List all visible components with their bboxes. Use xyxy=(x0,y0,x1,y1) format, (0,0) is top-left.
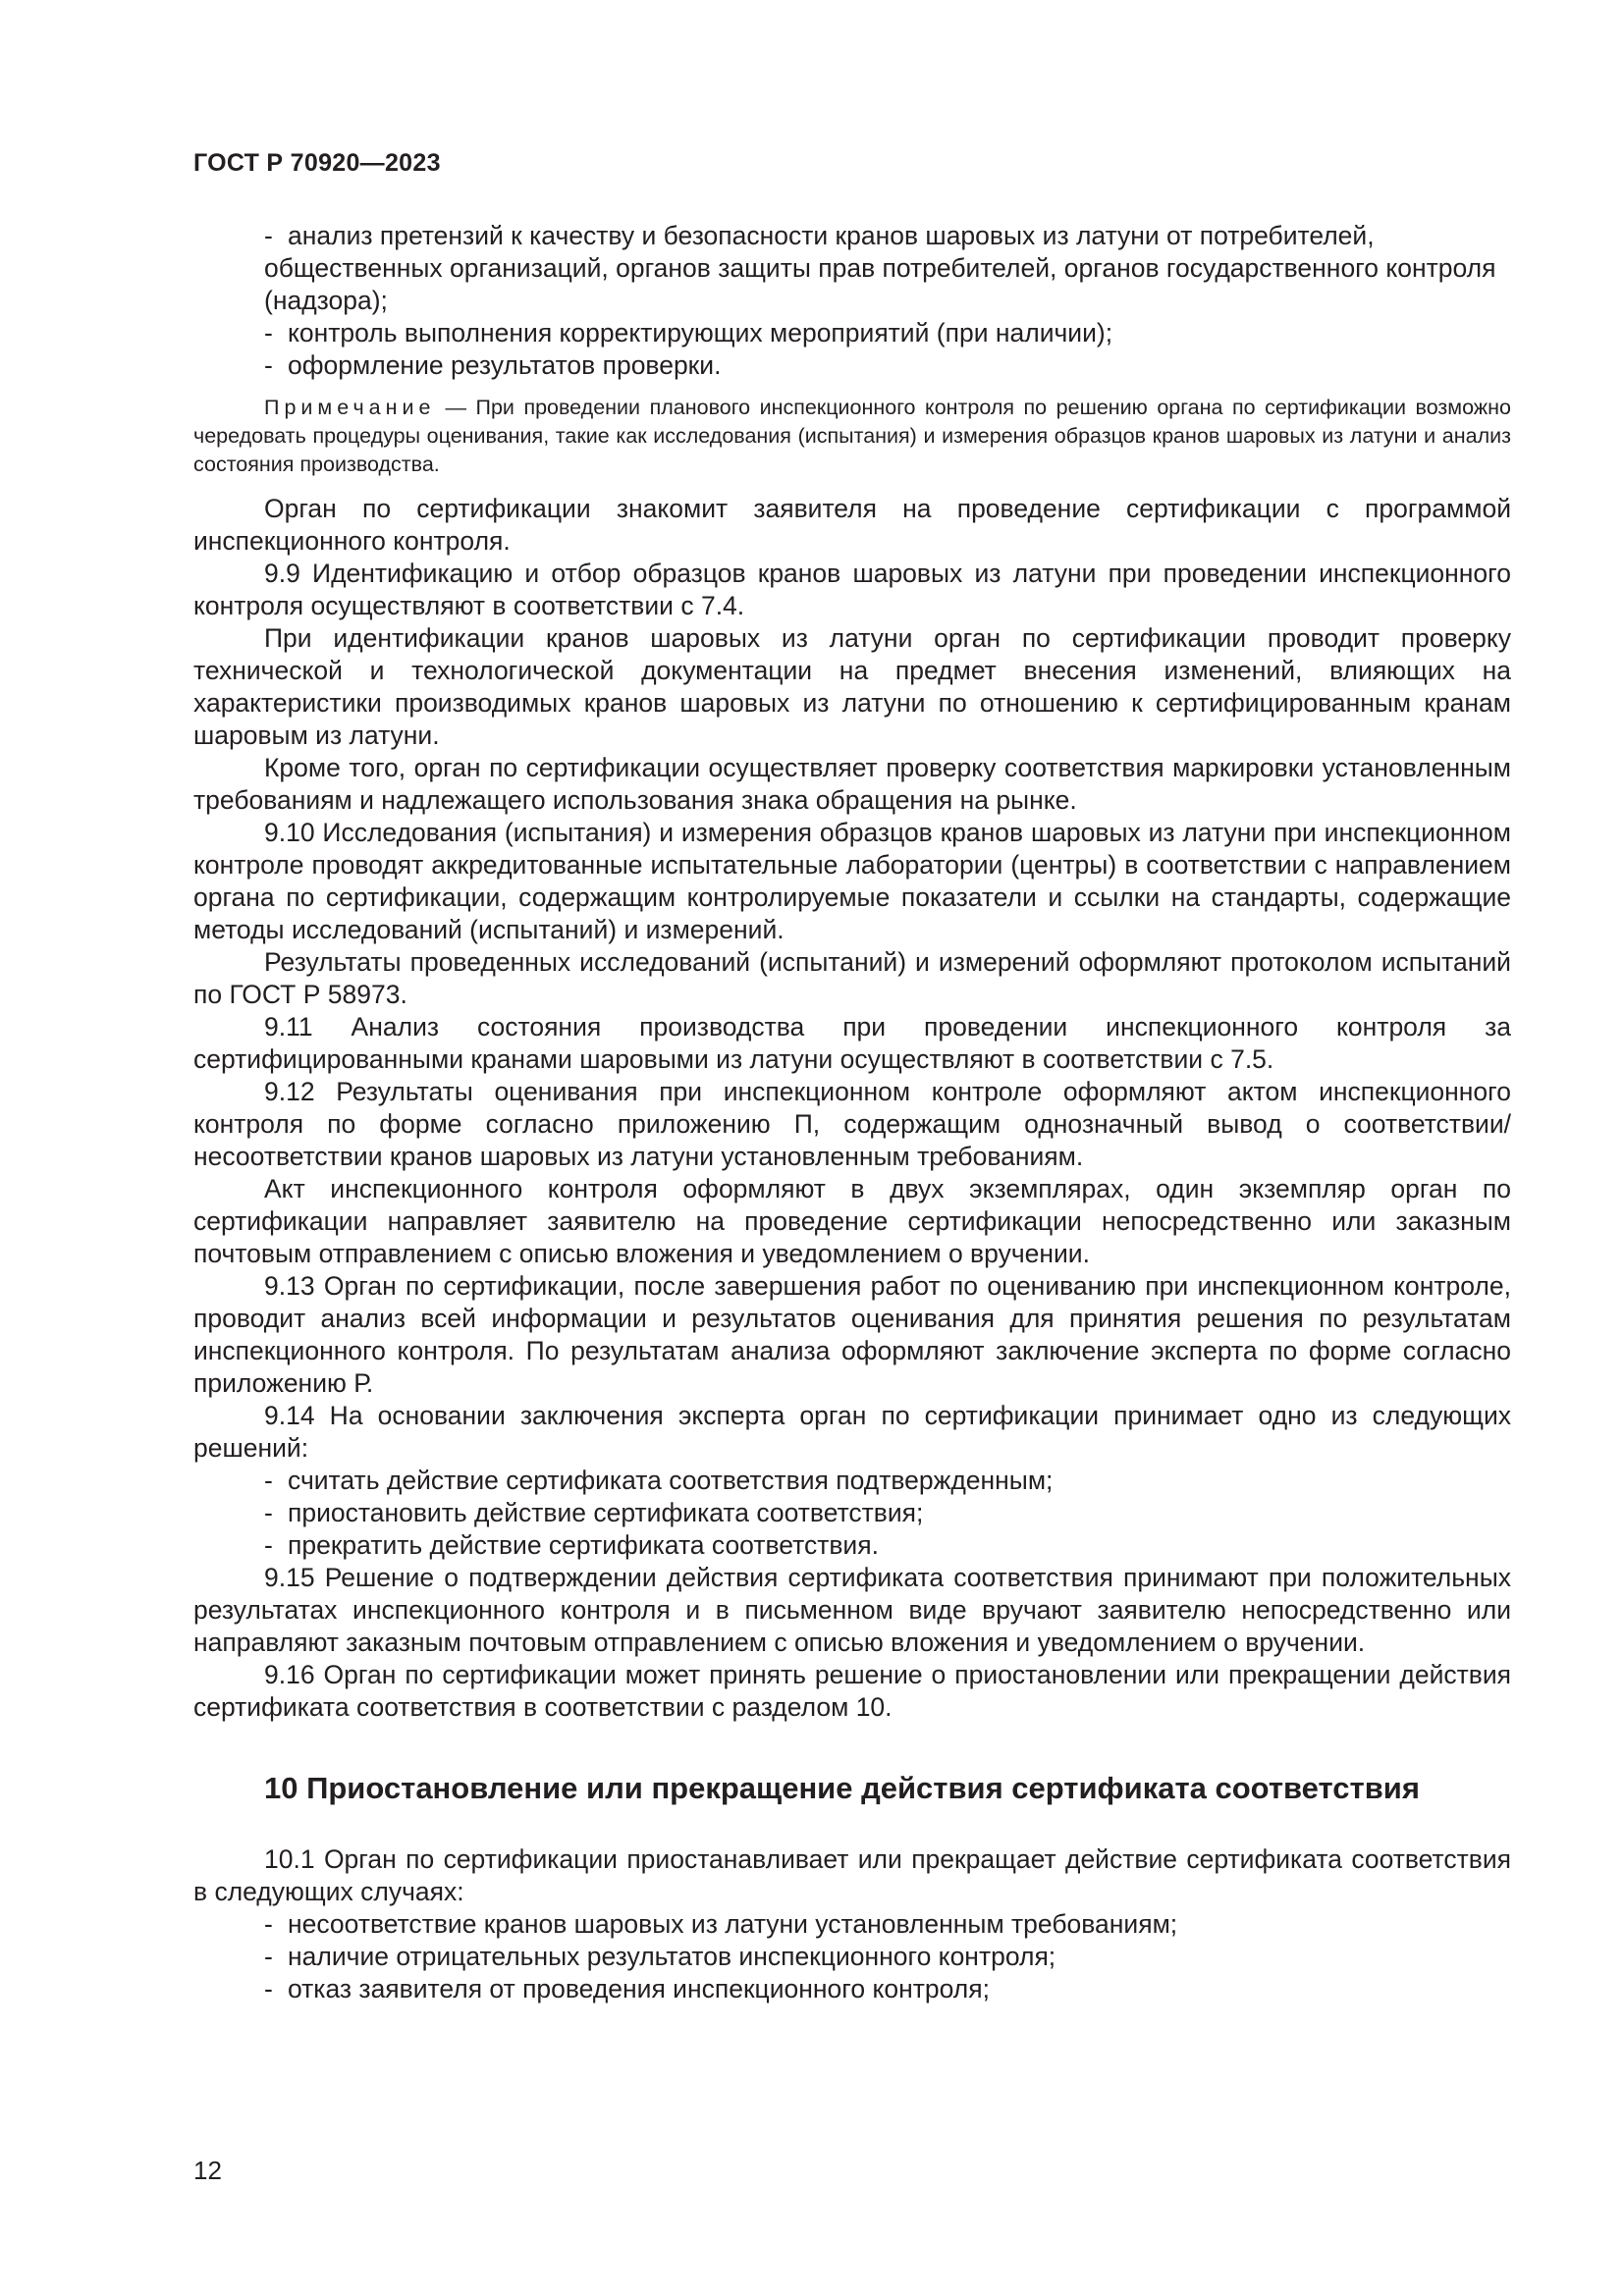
paragraph: Кроме того, орган по сертификации осуществляет проверку соответствия маркировки установленным требованиям и надлежащего использования знака обращения на рынке. xyxy=(193,753,1511,815)
list-dash-marker: - xyxy=(264,350,273,380)
paragraph: 9.13 Орган по сертификации, после завершения работ по оцениванию при инспекционном контроле, проводит анализ всей информации и результатов оценивания для принятия решения по результатам инспекционного контроля. По результатам анализа оформляют заключение эксперта по форме согласно приложению Р. xyxy=(193,1271,1511,1398)
list-item-text: приостановить действие сертификата соответствия; xyxy=(288,1498,924,1527)
list-item xyxy=(193,317,1511,349)
paragraph: 9.11 Анализ состояния производства при проведении инспекционного контроля за сертифицированными кранами шаровыми из латуни осуществляют в соответствии с 7.5. xyxy=(193,1012,1511,1074)
list-dash-marker: - xyxy=(264,1974,273,2003)
list-item-text: несоответствие кранов шаровых из латуни установленным требованиям; xyxy=(288,1909,1178,1939)
paragraph: Акт инспекционного контроля оформляют в двух экземплярах, один экземпляр орган по сертификации направляет заявителю на проведение сертификации непосредственно или заказным почтовым отправлением с описью вложения и уведомлением о вручении. xyxy=(193,1174,1511,1268)
list-item xyxy=(193,1529,1511,1562)
paragraph: 9.12 Результаты оценивания при инспекционном контроле оформляют актом инспекционного контроля по форме согласно приложению П, содержащим однозначный вывод о соответствии/несоответствии кранов шаровых из латуни установленным требованиям. xyxy=(193,1077,1511,1171)
list-item-text: оформление результатов проверки. xyxy=(288,350,722,380)
note-paragraph xyxy=(193,394,1511,479)
list-item xyxy=(193,1465,1511,1497)
list-item xyxy=(193,1908,1511,1941)
list-item-text: отказ заявителя от проведения инспекционного контроля; xyxy=(288,1974,990,2003)
list-item-text: считать действие сертификата соответствия подтвержденным; xyxy=(288,1466,1054,1495)
list-dash-marker: - xyxy=(264,1498,273,1527)
paragraph: 9.9 Идентификацию и отбор образцов кранов шаровых из латуни при проведении инспекционного контроля осуществляют в соответствии с 7.4. xyxy=(193,559,1511,620)
paragraph: 9.15 Решение о подтверждении действия сертификата соответствия принимают при положительных результатах инспекционного контроля и в письменном виде вручают заявителю непосредственно или направляют заказным почтовым отправлением с описью вложения и уведомлением о вручении. xyxy=(193,1563,1511,1657)
paragraph: Результаты проведенных исследований (испытаний) и измерений оформляют протоколом испытаний по ГОСТ Р 58973. xyxy=(193,947,1511,1009)
paragraph: При идентификации кранов шаровых из латуни орган по сертификации проводит проверку технической и технологической документации на предмет внесения изменений, влияющих на характеристики производимых кранов шаровых из латуни по отношению к сертифицированным кранам шаровым из латуни. xyxy=(193,623,1511,750)
paragraph: 10.1 Орган по сертификации приостанавливает или прекращает действие сертификата соответствия в следующих случаях: xyxy=(193,1844,1511,1906)
page-content xyxy=(193,220,1511,2005)
list-item-text: прекратить действие сертификата соответствия. xyxy=(288,1530,879,1560)
paragraph: Орган по сертификации знакомит заявителя на проведение сертификации с программой инспекционного контроля. xyxy=(193,494,1511,556)
list-item xyxy=(193,349,1511,382)
list-dash-marker: - xyxy=(264,1530,273,1560)
list-dash-marker: - xyxy=(264,221,273,250)
note-label: Примечание xyxy=(264,396,436,419)
list-item xyxy=(193,1497,1511,1529)
list-dash-marker: - xyxy=(264,318,273,347)
page-number: 12 xyxy=(193,2156,222,2185)
list-item xyxy=(193,1941,1511,1973)
list-item-text: анализ претензий к качеству и безопасности кранов шаровых из латуни от потребителей, общественных организаций, органов защиты прав потребителей, органов государственного контроля (надзора); xyxy=(264,221,1496,315)
paragraph: 9.10 Исследования (испытания) и измерения образцов кранов шаровых из латуни при инспекционном контроле проводят аккредитованные испытательные лаборатории (центры) в соответствии с направлением органа по сертификации, содержащим контролируемые показатели и ссылки на стандарты, содержащие методы исследований (испытаний) и измерений. xyxy=(193,818,1511,944)
list-item xyxy=(193,1973,1511,2005)
list-item-text: контроль выполнения корректирующих мероприятий (при наличии); xyxy=(288,318,1113,347)
document-code-header: ГОСТ Р 70920—2023 xyxy=(193,149,441,177)
note-text: — При проведении планового инспекционного контроля по решению органа по сертификации возможно чередовать процедуры оценивания, такие как исследования (испытания) и измерения образцов кранов шаровых из латуни и анализ состояния производства. xyxy=(193,396,1511,476)
list-dash-marker: - xyxy=(264,1466,273,1495)
paragraph: 9.14 На основании заключения эксперта орган по сертификации принимает одно из следующих решений: xyxy=(193,1401,1511,1463)
paragraph: 9.16 Орган по сертификации может принять решение о приостановлении или прекращении действия сертификата соответствия в соответствии с разделом 10. xyxy=(193,1660,1511,1722)
list-dash-marker: - xyxy=(264,1909,273,1939)
list-item-text: наличие отрицательных результатов инспекционного контроля; xyxy=(288,1942,1056,1971)
section-heading: 10 Приостановление или прекращение действия сертификата соответствия xyxy=(264,1771,1420,1805)
list-item xyxy=(193,220,1511,317)
list-dash-marker: - xyxy=(264,1942,273,1971)
